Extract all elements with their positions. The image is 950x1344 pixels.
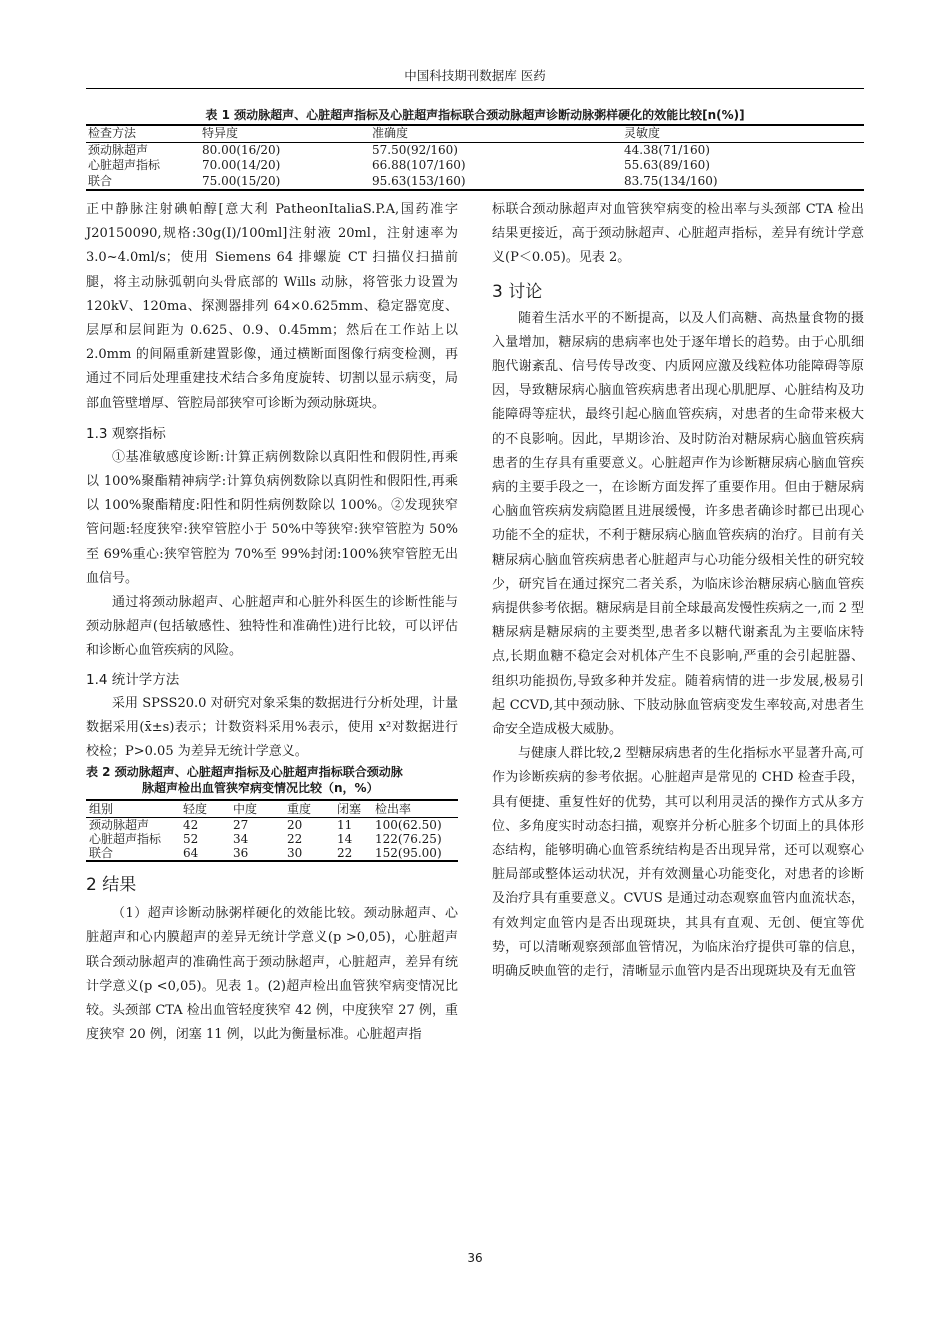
table-cell: 122(76.25) [375,832,442,847]
left-column [86,198,458,1047]
table-cell: 52 [183,832,199,847]
section-heading-1-3: 1.3 观察指标 [86,425,166,442]
table-cell: 34 [233,832,249,847]
table-cell: 36 [233,846,249,861]
body-paragraph: 与健康人群比较,2 型糖尿病患者的生化指标水平显著升高,可作为诊断疾病的参考依据。心脏超声是常见的 CHD 检查手段，具有便捷、重复性好的优势，其可以利用灵活的操作方式从多方位、多角度实时动态扫描，观察并分析心脏多个切面上的具体形态结构，能够明确心血管系统结构是否出现异常，还可以观察心脏局部或整体运动状况，并有效测量心功能变化，对患者的诊断及治疗具有重要意义。CVUS 是通过动态观察血管内血流状态，有效判定血管内是否出现斑块，其具有直观、无创、便宜等优势，可以清晰观察颈部血管情况，为临床治疗提供可靠的信息，明确反映血管的走行，清晰显示血管内是否出现斑块及有无血管 [492,746,864,980]
table-cell: 152(95.00) [375,846,442,861]
section-heading-2: 2 结果 [86,875,137,896]
table-cell: 颈动脉超声 [88,142,149,157]
table-cell: 30 [287,846,303,861]
column-header: 闭塞 [337,802,362,817]
table-cell: 42 [183,818,199,833]
table-cell: 66.88(107/160) [372,158,466,172]
table-cell: 颈动脉超声 [89,818,150,833]
column-header: 轻度 [183,802,208,817]
body-paragraph: 随着生活水平的不断提高，以及人们高糖、高热量食物的摄入量增加，糖尿病的患病率也处于逐年增长的趋势。由于心肌细胞代谢紊乱、信号传导改变、内质网应激及线粒体功能障碍等原因，导致糖尿病心脑血管疾病患者出现心肌肥厚、心脏结构及功能障碍等症状，最终引起心脑血管疾病，对患者的生命带来极大的不良影响。因此，早期诊治、及时防治对糖尿病心脑血管疾病患者的生存具有重要意义。心脏超声作为诊断糖尿病心脑血管疾病的主要手段之一，在诊断方面发挥了重要作用。但由于糖尿病心脑血管疾病发病隐匿且进展缓慢，许多患者确诊时都已出现心功能不全的症状，不利于糖尿病心脑血管疾病的治疗。目前有关糖尿病心脑血管疾病患者心脏超声与心功能分级相关性的研究较少，研究旨在通过探究二者关系，为临床诊治糖尿病心脑血管疾病提供参考依据。糖尿病是目前全球最高发慢性疾病之一,而 2 型糖尿病是糖尿病的主要类型,患者多以糖代谢紊乱为主要临床特点,长期血糖不稳定会对机体产生不良影响,严重的会引起脏器、组织功能损伤,导致多种并发症。随着病情的进一步发展,极易引起 CCVD,其中颈动脉、下肢动脉血管病变发生率较高,对患者生命安全造成极大威胁。 [492,310,864,738]
table-row [86,846,458,861]
body-paragraph: 采用 SPSS20.0 对研究对象采集的数据进行分析处理，计量数据采用(x̄±s)表示；计数资料采用%表示，使用 x²对数据进行校检；P>0.05 为差异无统计学意义。 [86,695,458,760]
page-number: 36 [467,1251,483,1265]
body-paragraph: ①基准敏感度诊断:计算正病例数除以真阳性和假阴性,再乘以 100%聚酯精神病学:计算负病例数除以真阴性和假阳性,再乘以 100%聚酯精度:阳性和阴性病例数除以 100%。②发现狭窄管问题:轻度狭窄:狭窄管腔小于 50%中等狭窄:狭窄管腔为 50%至 69%重心:狭窄管腔为 70%至 99%封闭:100%狭窄管腔无出血信号。 [86,449,458,586]
column-header: 灵敏度 [624,126,661,140]
table-cell: 57.50(92/160) [372,142,458,157]
table-cell: 64 [183,846,199,861]
table-header-row [86,800,458,818]
journal-header: 中国科技期刊数据库 医药 [404,68,546,83]
table-cell: 22 [287,832,303,847]
table-cell: 联合 [88,173,113,188]
table-cell: 75.00(15/20) [202,173,281,188]
table2 [86,799,458,862]
table-header-row [86,125,864,142]
table-cell: 心脏超声指标 [89,832,162,847]
table-row [86,832,458,846]
table-cell: 联合 [89,846,114,861]
table-cell: 22 [337,846,353,861]
table1-caption: 表 1 颈动脉超声、心脏超声指标及心脏超声指标联合颈动脉超声诊断动脉粥样硬化的效能比较[n(%)] [205,108,745,122]
table-cell: 20 [287,818,303,833]
table-cell: 55.63(89/160) [624,158,710,172]
table-cell: 27 [233,818,249,833]
column-header: 准确度 [372,126,409,140]
right-column [492,198,864,984]
table-row [86,158,864,174]
column-header: 特异度 [202,126,239,140]
table-row [86,818,458,833]
header-divider [86,88,864,89]
table-cell: 95.63(153/160) [372,173,466,188]
table-cell: 44.38(71/160) [624,142,710,157]
table-cell: 心脏超声指标 [88,158,161,172]
table-row [86,142,864,158]
body-paragraph: 正中静脉注射碘帕醇[意大利 PatheonItaliaS.P.A,国药准字 J20150090,规格:30g(I)/100ml]注射液 20ml，注射速率为 3.0~4.0ml/s；使用 Siemens 64 排螺旋 CT 扫描仪扫描前腿，将主动脉弧朝向头骨底部的 Wills 动脉，将管张力设置为 120kV、120ma、探测器排列 64×0.625mm、稳定器宽度、层厚和层间距为 0.625、0.9、0.45mm；然后在工作站上以 2.0mm 的间隔重新建置影像，通过横断面图像行病变检测，再通过不同后处理重建技术结合多角度旋转、切割以显示病变，局部血管壁增厚、管腔局部狭窄可诊断为颈动脉斑块。 [86,202,458,411]
table-cell: 100(62.50) [375,818,442,833]
table1 [86,124,864,191]
table2-caption-line: 脉超声检出血管狭窄病变情况比较（n，%） [142,781,379,796]
table2-caption-line: 表 2 颈动脉超声、心脏超声指标及心脏超声指标联合颈动脉 [86,765,403,780]
table2-caption [86,764,458,796]
table-cell: 70.00(14/20) [202,158,281,172]
section-heading-1-4: 1.4 统计学方法 [86,671,180,688]
column-header: 检出率 [375,802,412,817]
table-cell: 11 [337,818,353,833]
body-paragraph: （1）超声诊断动脉粥样硬化的效能比较。颈动脉超声、心脏超声和心内膜超声的差异无统计学意义(p >0,05)，心脏超声联合颈动脉超声的准确性高于颈动脉超声，心脏超声，差异有统计学意义(p <0,05)。见表 1。(2)超声检出血管狭窄病变情况比较。头颈部 CTA 检出血管轻度狭窄 42 例，中度狭窄 27 例，重度狭窄 20 例，闭塞 11 例，以此为衡量标准。心脏超声指 [86,906,458,1043]
column-header: 重度 [287,802,312,817]
table-cell: 80.00(16/20) [202,142,281,157]
body-paragraph: 标联合颈动脉超声对血管狭窄病变的检出率与头颈部 CTA 检出结果更接近，高于颈动脉超声、心脏超声指标，差异有统计学意义(P＜0.05)。见表 2。 [492,202,864,266]
section-heading-3: 3 讨论 [492,281,543,302]
body-paragraph: 通过将颈动脉超声、心脏超声和心脏外科医生的诊断性能与颈动脉超声(包括敏感性、独特性和准确性)进行比较，可以评估和诊断心血管疾病的风险。 [86,595,458,659]
column-header: 组别 [89,802,114,817]
column-header: 中度 [233,802,258,817]
table-cell: 14 [337,832,353,847]
table-cell: 83.75(134/160) [624,173,718,188]
table-row [86,174,864,191]
column-header: 检查方法 [88,126,137,140]
